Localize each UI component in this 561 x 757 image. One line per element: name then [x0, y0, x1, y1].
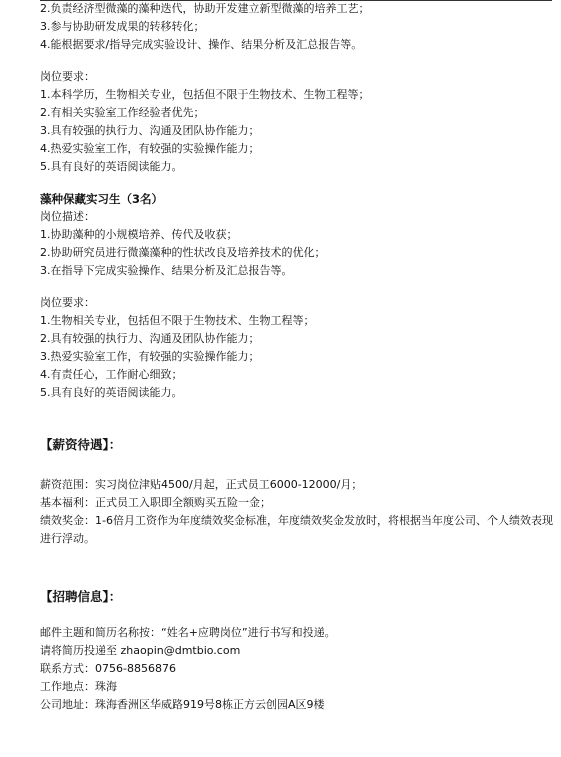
- salary-benefits: 基本福利：正式员工入职即全额购买五险一金；: [40, 496, 271, 509]
- recruit-heading: 【招聘信息】：: [40, 589, 122, 604]
- requirement-item: 3.热爱实验室工作，有较强的实验操作能力；: [40, 350, 260, 363]
- duty-item: 2.负责经济型微藻的藻种迭代，协助开发建立新型微藻的培养工艺；: [40, 2, 370, 15]
- requirement-item: 2.有相关实验室工作经验者优先；: [40, 106, 205, 119]
- work-location: 工作地点：珠海: [40, 680, 117, 693]
- salary-section: [40, 434, 555, 548]
- spacer: [40, 548, 555, 586]
- requirement-item: 5.具有良好的英语阅读能力。: [40, 160, 183, 173]
- requirement-item: 4.热爱实验室工作，有较强的实验操作能力；: [40, 142, 260, 155]
- spacer: [40, 54, 555, 68]
- resume-email: 请将简历投递至 zhaopin@dmtbio.com: [40, 644, 241, 657]
- requirement-item: 5.具有良好的英语阅读能力。: [40, 386, 183, 399]
- description-item: 3.在指导下完成实验操作、结果分析及汇总报告等。: [40, 264, 293, 277]
- intern-position-title: 藻种保藏实习生（3名）: [40, 192, 164, 206]
- lab-duties-list: [40, 0, 555, 54]
- spacer: [40, 280, 555, 294]
- description-item: 2.协助研究员进行微藻藻种的性状改良及培养技术的优化；: [40, 246, 326, 259]
- requirements-title: 岗位要求：: [40, 296, 95, 309]
- requirement-item: 4.有责任心，工作耐心细致；: [40, 368, 183, 381]
- salary-heading: 【薪资待遇】：: [40, 437, 122, 452]
- requirement-item: 3.具有较强的执行力、沟通及团队协作能力；: [40, 124, 260, 137]
- requirements-title: 岗位要求：: [40, 70, 95, 83]
- requirement-item: 2.具有较强的执行力、沟通及团队协作能力；: [40, 332, 260, 345]
- spacer: [40, 176, 555, 190]
- description-title: 岗位描述：: [40, 210, 95, 223]
- recruit-section: [40, 586, 555, 714]
- company-address: 公司地址：珠海香洲区华威路919号8栋正方云创园A区9楼: [40, 698, 325, 711]
- lab-requirements: [40, 68, 555, 176]
- intern-section: [40, 190, 555, 402]
- description-item: 1.协助藻种的小规模培养、传代及收获；: [40, 228, 238, 241]
- spacer: [40, 402, 555, 434]
- email-subject-instruction: 邮件主题和简历名称按：“姓名+应聘岗位”进行书写和投递。: [40, 626, 336, 639]
- requirement-item: 1.本科学历，生物相关专业，包括但不限于生物技术、生物工程等；: [40, 88, 370, 101]
- duty-item: 4.能根据要求/指导完成实验设计、操作、结果分析及汇总报告等。: [40, 38, 363, 51]
- duty-item: 3.参与协助研发成果的转移转化；: [40, 20, 205, 33]
- requirement-item: 1.生物相关专业，包括但不限于生物技术、生物工程等；: [40, 314, 315, 327]
- salary-range: 薪资范围：实习岗位津贴4500/月起，正式员工6000-12000/月；: [40, 478, 363, 491]
- salary-bonus: 绩效奖金：1-6倍月工资作为年度绩效奖金标准，年度绩效奖金发放时，将根据当年度公司、个人绩效表现进行浮动。: [40, 514, 553, 545]
- contact-phone: 联系方式：0756-8856876: [40, 662, 176, 675]
- job-posting-document: [40, 0, 555, 714]
